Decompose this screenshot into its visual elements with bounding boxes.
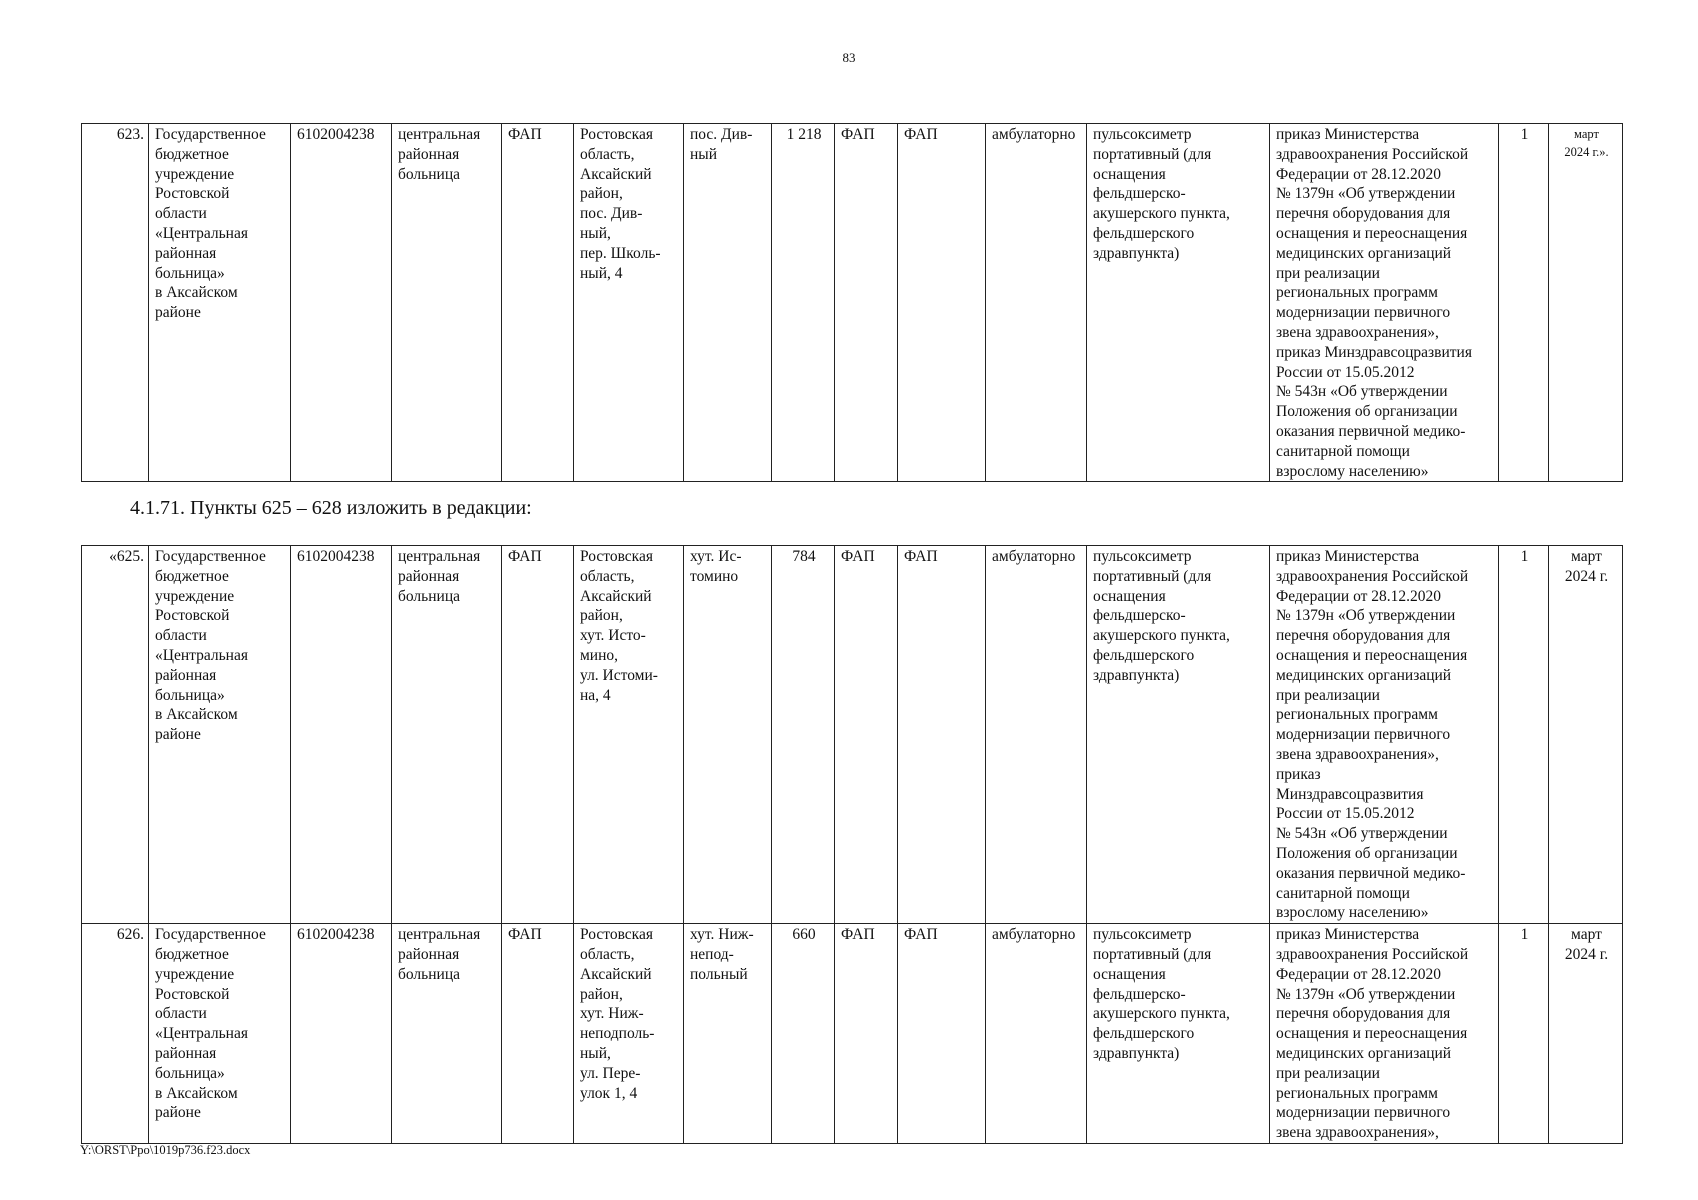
- cell-legal-basis: приказ Министерства здравоохранения Российской Федерации от 28.12.2020 № 1379н «Об утверждении перечня оборудования для оснащения и переоснащения медицинских организаций при реализации региональных программ модернизации первичного звена здравоохранения»,: [1270, 924, 1499, 1144]
- cell-row-number: «625.: [82, 546, 149, 924]
- cell-row-number: 626.: [82, 924, 149, 1144]
- cell-address: Ростовская область, Аксайский район, пос. Див- ный, пер. Школь- ный, 4: [574, 124, 684, 482]
- cell-inn-code: 6102004238: [291, 124, 392, 482]
- cell-equipment-name: пульсоксиметр портативный (для оснащения фельдшерско- акушерского пункта, фельдшерского здравпункта): [1087, 546, 1270, 924]
- cell-address: Ростовская область, Аксайский район, хут. Ниж- неподполь- ный, ул. Пере- улок 1, 4: [574, 924, 684, 1144]
- cell-fap-type-target: ФАП: [898, 924, 986, 1144]
- cell-delivery-date: март 2024 г.: [1549, 546, 1623, 924]
- equipment-table-1: [81, 123, 1623, 482]
- cell-fap-type-current: ФАП: [835, 924, 898, 1144]
- cell-population: 784: [772, 546, 835, 924]
- cell-locality: хут. Ниж- непод- польный: [684, 924, 772, 1144]
- footer-file-path: Y:\ORST\Ppo\1019p736.f23.docx: [80, 1143, 251, 1157]
- section-heading: 4.1.71. Пункты 625 – 628 изложить в редакции:: [130, 497, 532, 519]
- cell-locality: пос. Див- ный: [684, 124, 772, 482]
- cell-care-form: амбулаторно: [986, 124, 1087, 482]
- cell-unit-type: ФАП: [502, 924, 574, 1144]
- table-row: [82, 124, 1623, 482]
- cell-equipment-name: пульсоксиметр портативный (для оснащения фельдшерско- акушерского пункта, фельдшерского здравпункта): [1087, 124, 1270, 482]
- table-row: [82, 546, 1623, 924]
- cell-unit-type: ФАП: [502, 546, 574, 924]
- equipment-table-2: [81, 545, 1623, 1144]
- table-row: [82, 924, 1623, 1144]
- cell-quantity: 1: [1499, 924, 1549, 1144]
- cell-fap-type-current: ФАП: [835, 546, 898, 924]
- cell-population: 1 218: [772, 124, 835, 482]
- cell-care-form: амбулаторно: [986, 924, 1087, 1144]
- page-number: 83: [842, 50, 856, 65]
- cell-delivery-date: март 2024 г.».: [1549, 124, 1623, 482]
- cell-facility-type: центральная районная больница: [392, 546, 502, 924]
- cell-delivery-date: март 2024 г.: [1549, 924, 1623, 1144]
- cell-legal-basis: приказ Министерства здравоохранения Российской Федерации от 28.12.2020 № 1379н «Об утверждении перечня оборудования для оснащения и переоснащения медицинских организаций при реализации региональных программ модернизации первичного звена здравоохранения», приказ Минздравсоцразвития России от 15.05.2012 № 543н «Об утверждении Положения об организации оказания первичной медико- санитарной помощи взрослому населению»: [1270, 546, 1499, 924]
- cell-fap-type-target: ФАП: [898, 124, 986, 482]
- cell-fap-type-current: ФАП: [835, 124, 898, 482]
- cell-locality: хут. Ис- томино: [684, 546, 772, 924]
- cell-care-form: амбулаторно: [986, 546, 1087, 924]
- cell-equipment-name: пульсоксиметр портативный (для оснащения фельдшерско- акушерского пункта, фельдшерского здравпункта): [1087, 924, 1270, 1144]
- cell-fap-type-target: ФАП: [898, 546, 986, 924]
- cell-facility-type: центральная районная больница: [392, 924, 502, 1144]
- cell-unit-type: ФАП: [502, 124, 574, 482]
- cell-population: 660: [772, 924, 835, 1144]
- cell-quantity: 1: [1499, 546, 1549, 924]
- cell-facility-type: центральная районная больница: [392, 124, 502, 482]
- cell-address: Ростовская область, Аксайский район, хут. Исто- мино, ул. Истоми- на, 4: [574, 546, 684, 924]
- cell-row-number: 623.: [82, 124, 149, 482]
- cell-legal-basis: приказ Министерства здравоохранения Российской Федерации от 28.12.2020 № 1379н «Об утверждении перечня оборудования для оснащения и переоснащения медицинских организаций при реализации региональных программ модернизации первичного звена здравоохранения», приказ Минздравсоцразвития России от 15.05.2012 № 543н «Об утверждении Положения об организации оказания первичной медико- санитарной помощи взрослому населению»: [1270, 124, 1499, 482]
- cell-organization-name: Государственное бюджетное учреждение Ростовской области «Центральная районная больница» в Аксайском районе: [149, 924, 291, 1144]
- cell-organization-name: Государственное бюджетное учреждение Ростовской области «Центральная районная больница» в Аксайском районе: [149, 124, 291, 482]
- cell-inn-code: 6102004238: [291, 546, 392, 924]
- cell-quantity: 1: [1499, 124, 1549, 482]
- cell-organization-name: Государственное бюджетное учреждение Ростовской области «Центральная районная больница» в Аксайском районе: [149, 546, 291, 924]
- cell-inn-code: 6102004238: [291, 924, 392, 1144]
